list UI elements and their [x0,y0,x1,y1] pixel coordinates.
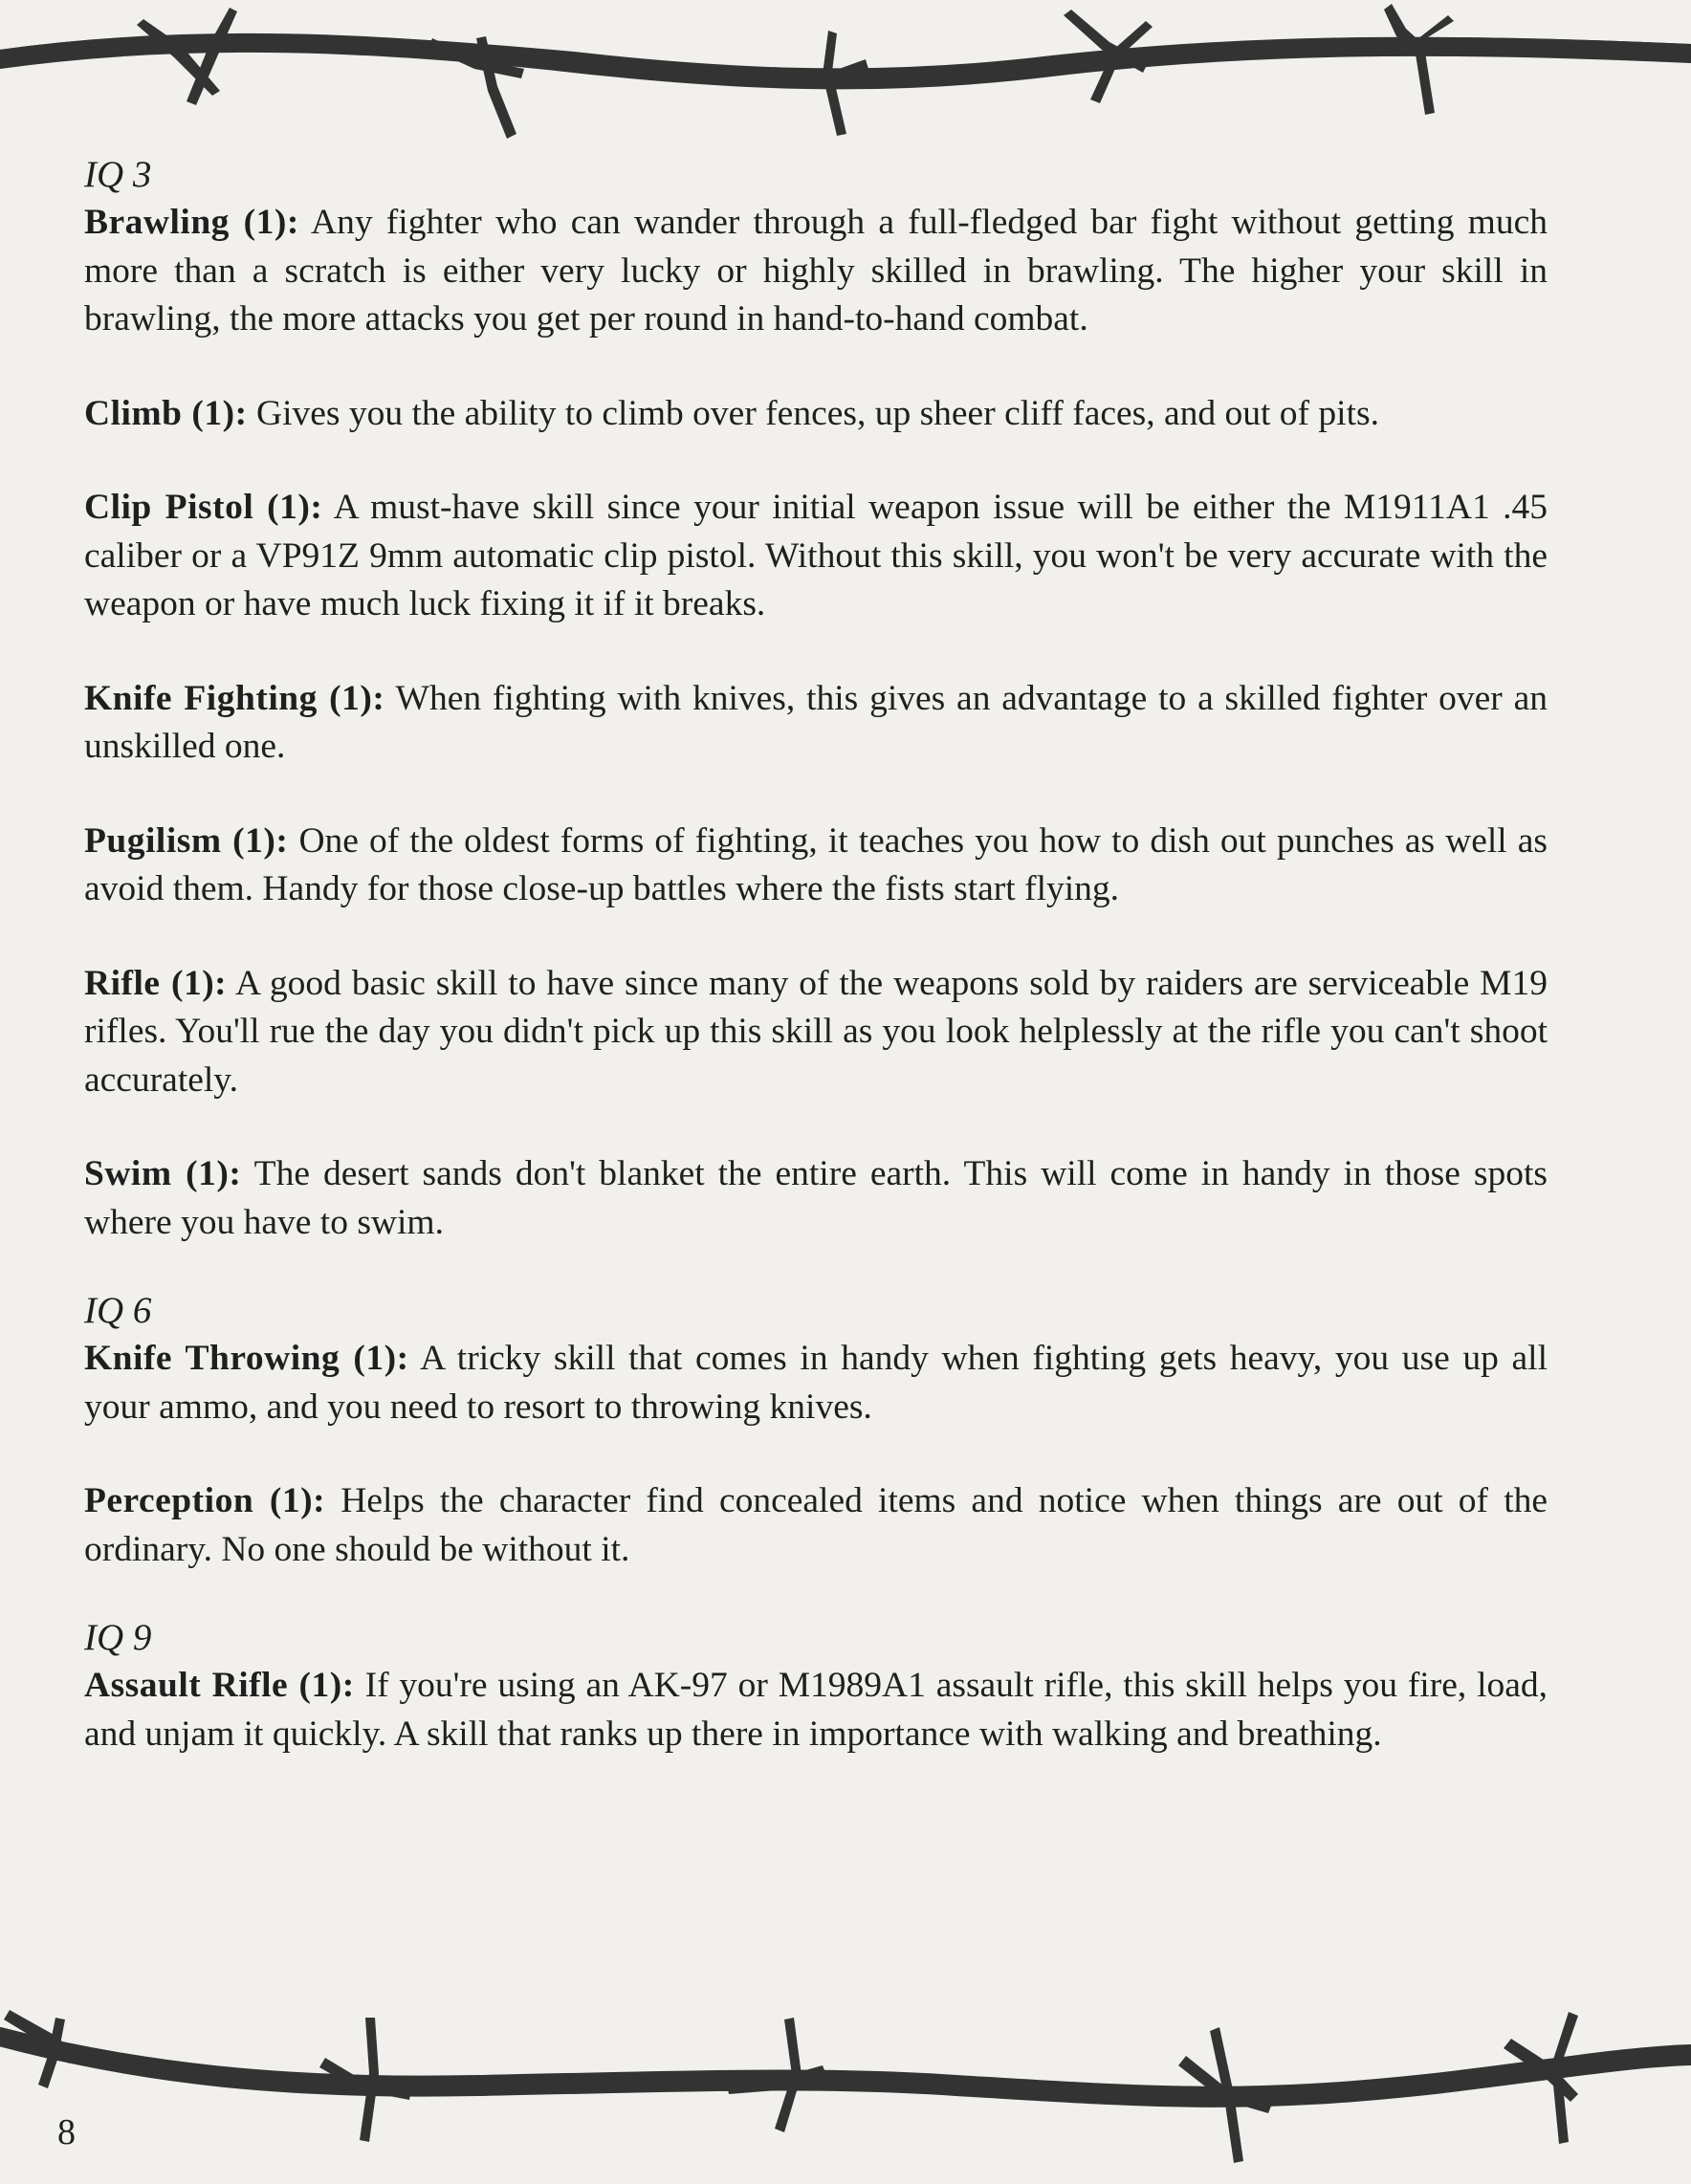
skill-description: Any fighter who can wander through a full-fledged bar fight without getting much more than a scratch is either very lucky or highly skilled in brawling. The higher your skill in brawling, the more attacks you get per round in hand-to-hand combat. [84,203,1548,339]
skill-name: Climb (1): [84,393,248,433]
skill-entry-knife-fighting [84,675,1548,772]
skill-name: Knife Fighting (1): [84,678,385,718]
skill-entry-climb [84,390,1548,439]
skill-description: The desert sands don't blanket the entire earth. This will come in handy in those spots where you have to swim. [84,1154,1548,1242]
skill-name: Knife Throwing (1): [84,1339,409,1378]
skill-description: A must-have skill since your initial weapon issue will be either the M1911A1 .45 caliber or a VP91Z 9mm automatic clip pistol. Without this skill, you won't be very accurate with the weapon or have much luck fixing it if it breaks. [84,488,1548,623]
skill-name: Brawling (1): [84,203,299,242]
skill-name: Assault Rifle (1): [84,1666,355,1705]
skills-content [84,151,1548,1758]
skill-entry-pugilism [84,818,1548,914]
skill-name: Clip Pistol (1): [84,488,323,527]
skill-entry-brawling [84,199,1548,344]
skill-description: A good basic skill to have since many of the weapons sold by raiders are serviceable M19 rifles. You'll rue the day you didn't pick up this skill as you look helplessly at the rifle you can't shoot accurately. [84,963,1548,1100]
section-heading-iq6: IQ 6 [84,1290,152,1331]
skill-description: Helps the character find concealed items and notice when things are out of the ordinary. No one should be without it. [84,1481,1548,1569]
skill-entry-clip-pistol [84,484,1548,629]
skill-entry-rifle [84,960,1548,1105]
section-heading-iq3: IQ 3 [84,154,152,195]
skill-entry-knife-throwing [84,1335,1548,1431]
skill-description: When fighting with knives, this gives an advantage to a skilled fighter over an unskilled one. [84,678,1548,766]
skill-entry-assault-rifle [84,1662,1548,1758]
skill-entry-swim [84,1150,1548,1247]
skill-description: One of the oldest forms of fighting, it teaches you how to dish out punches as well as avoid them. Handy for those close-up battles where the fists start flying. [84,820,1548,908]
skill-name: Rifle (1): [84,963,228,1003]
skill-name: Pugilism (1): [84,820,289,861]
skill-name: Perception (1): [84,1481,326,1520]
page-number: 8 [57,2112,76,2152]
barbed-wire-bottom-decoration [0,1998,1691,2184]
skill-description: If you're using an AK-97 or M1989A1 assault rifle, this skill helps you fire, load, and unjam it quickly. A skill that ranks up there in importance with walking and breathing. [84,1666,1548,1754]
skill-name: Swim (1): [84,1154,242,1193]
skill-description: Gives you the ability to climb over fences, up sheer cliff faces, and out of pits. [255,393,1379,433]
section-heading-iq9: IQ 9 [84,1617,152,1658]
barbed-wire-top-decoration [0,0,1691,163]
skill-description: A tricky skill that comes in handy when fighting gets heavy, you use up all your ammo, and you need to resort to throwing knives. [84,1339,1548,1427]
skill-entry-perception [84,1477,1548,1574]
